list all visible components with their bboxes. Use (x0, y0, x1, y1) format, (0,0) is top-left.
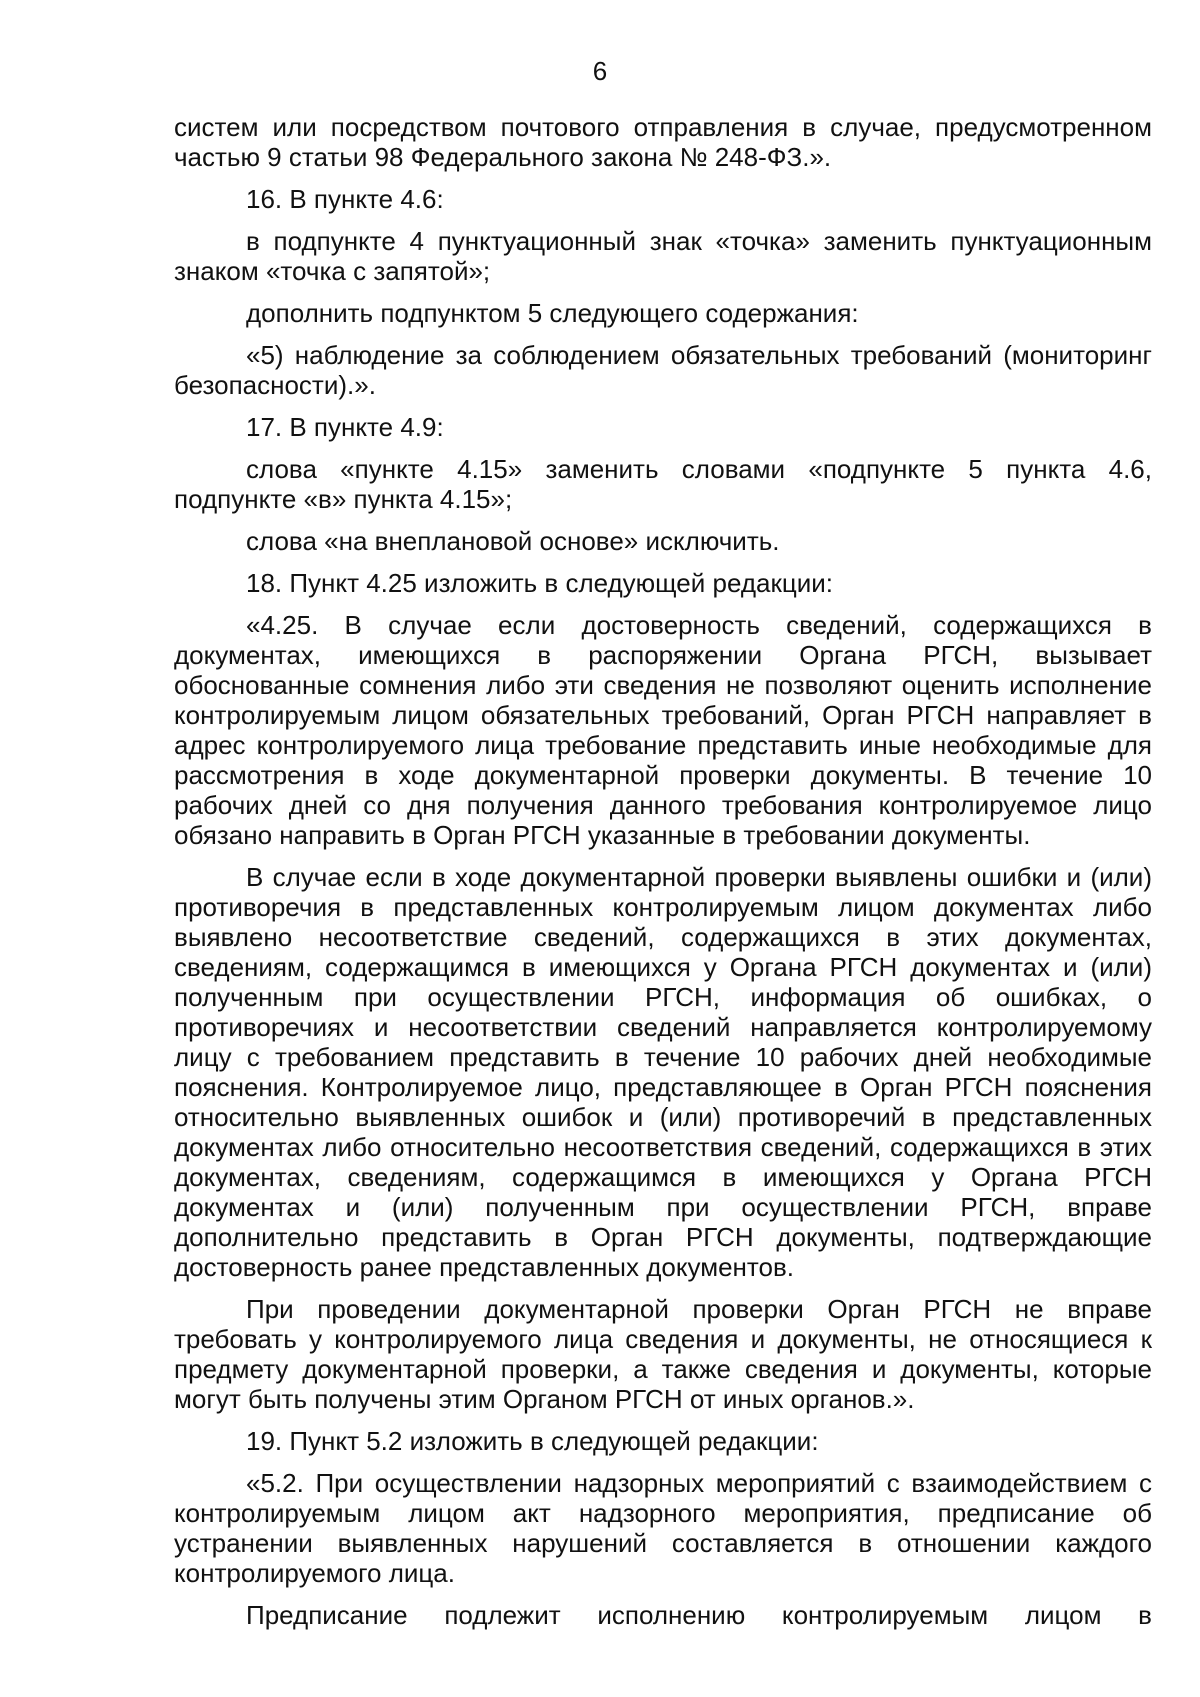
paragraph: слова «пункте 4.15» заменить словами «подпункте 5 пункта 4.6, подпункте «в» пункта 4.15»; (174, 454, 1152, 514)
paragraph: в подпункте 4 пунктуационный знак «точка» заменить пунктуационным знаком «точка с запятой»; (174, 226, 1152, 286)
paragraph: 19. Пункт 5.2 изложить в следующей редакции: (246, 1426, 819, 1456)
paragraph: 16. В пункте 4.6: (246, 184, 444, 214)
document-body (174, 112, 1152, 1642)
paragraph: «5) наблюдение за соблюдением обязательных требований (мониторинг безопасности).». (174, 340, 1152, 400)
paragraph: 18. Пункт 4.25 изложить в следующей редакции: (246, 568, 834, 598)
paragraph: 17. В пункте 4.9: (246, 412, 444, 442)
page-number: 6 (592, 56, 608, 86)
paragraph: Предписание подлежит исполнению контролируемым лицом в (246, 1600, 1152, 1630)
paragraph: систем или посредством почтового отправления в случае, предусмотренном частью 9 статьи 98 Федерального закона № 248-ФЗ.». (174, 112, 1152, 172)
paragraph: При проведении документарной проверки Орган РГСН не вправе требовать у контролируемого лица сведения и документы, не относящиеся к предмету документарной проверки, а также сведения и документы, которые могут быть получены этим Органом РГСН от иных органов.». (174, 1294, 1152, 1414)
paragraph: дополнить подпунктом 5 следующего содержания: (246, 298, 859, 328)
paragraph: слова «на внеплановой основе» исключить. (246, 526, 780, 556)
paragraph: В случае если в ходе документарной проверки выявлены ошибки и (или) противоречия в представленных контролируемым лицом документах либо выявлено несоответствие сведений, содержащихся в этих документах, сведениям, содержащимся в имеющихся у Органа РГСН документах и (или) полученным при осуществлении РГСН, информация об ошибках, о противоречиях и несоответствии сведений направляется контролируемому лицу с требованием представить в течение 10 рабочих дней необходимые пояснения. Контролируемое лицо, представляющее в Орган РГСН пояснения относительно выявленных ошибок и (или) противоречий в представленных документах либо относительно несоответствия сведений, содержащихся в этих документах, сведениям, содержащимся в имеющихся у Органа РГСН документах и (или) полученным при осуществлении РГСН, вправе дополнительно представить в Орган РГСН документы, подтверждающие достоверность ранее представленных документов. (174, 862, 1152, 1282)
paragraph: «4.25. В случае если достоверность сведений, содержащихся в документах, имеющихся в распоряжении Органа РГСН, вызывает обоснованные сомнения либо эти сведения не позволяют оценить исполнение контролируемым лицом обязательных требований, Орган РГСН направляет в адрес контролируемого лица требование представить иные необходимые для рассмотрения в ходе документарной проверки документы. В течение 10 рабочих дней со дня получения данного требования контролируемое лицо обязано направить в Орган РГСН указанные в требовании документы. (174, 610, 1152, 850)
paragraph: «5.2. При осуществлении надзорных мероприятий с взаимодействием с контролируемым лицом акт надзорного мероприятия, предписание об устранении выявленных нарушений составляется в отношении каждого контролируемого лица. (174, 1468, 1152, 1588)
